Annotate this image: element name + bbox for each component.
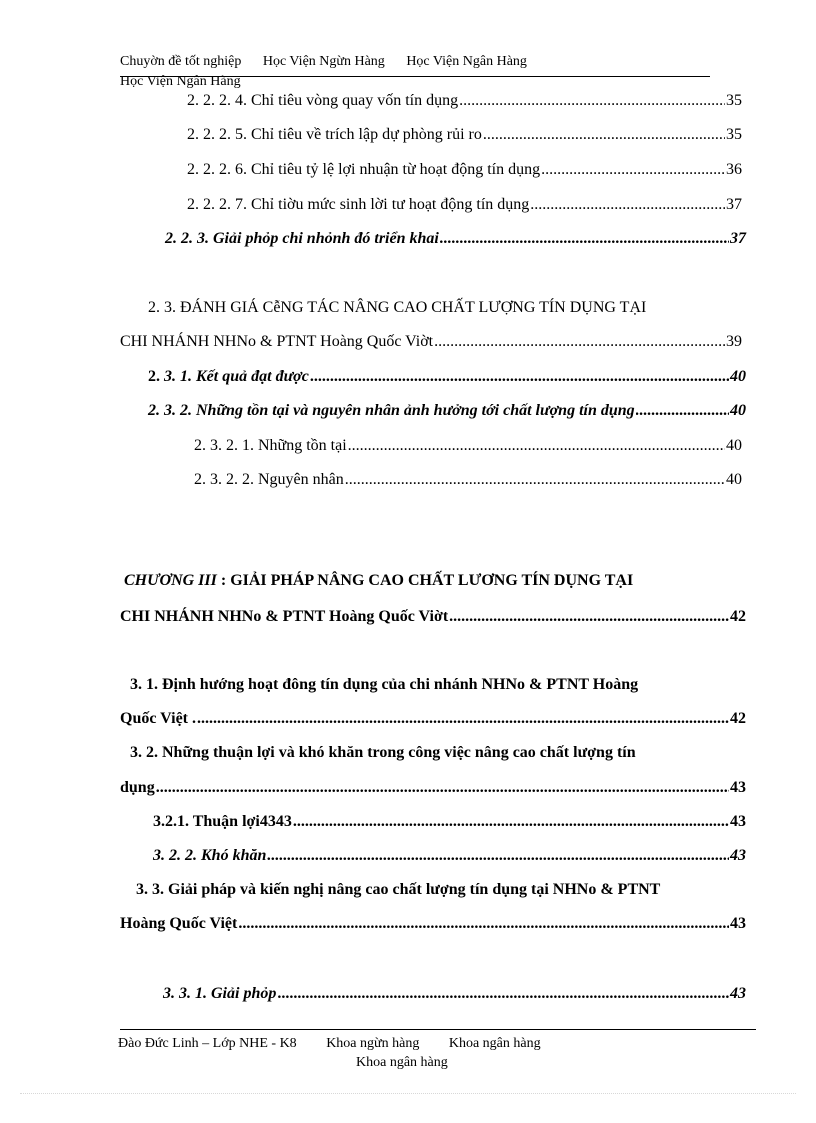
toc-entry [187,196,742,214]
toc-entry-title: Hoàng Quốc Việt [120,915,238,932]
toc-leader [541,161,725,179]
toc-leader [459,92,725,110]
toc-entry [120,710,746,728]
toc-page-number: 40 [726,437,742,454]
chapter-label: CHƯƠNG III [124,572,217,589]
toc-page-number: 43 [730,985,746,1002]
toc-leader [293,813,729,831]
toc-leader [483,126,725,144]
toc-entry-title: 2. 2. 3. Giải phỏp chi nhỏnh đó triển khai [165,230,439,247]
page-header [120,54,545,70]
footer-line-2: Khoa ngân hàng [356,1055,448,1070]
toc-leader [267,847,729,865]
toc-page-number: 35 [726,126,742,143]
toc-entry-title: 3. 3. Giải pháp và kiến nghị nâng cao chất lượng tín dụng tại NHNo & PTNT [136,881,661,898]
page-footer [118,1036,567,1052]
toc-entry [120,608,746,626]
toc-entry-title: 2. 3. 2. 2. Nguyên nhân [194,471,344,488]
toc-page-number: 42 [730,710,746,727]
toc-entry-title: 2. 2. 2. 6. Chỉ tiêu tỷ lệ lợi nhuận từ hoạt động tín dụng [187,161,541,178]
toc-entry [187,161,742,179]
toc-entry-prefix: 2. [148,368,160,385]
toc-entry-title: 2. 3. ĐÁNH GIÁ CễNG TÁC NÂNG CAO CHẤT LƯỢNG TÍN DỤNG TẠI [148,299,647,316]
footer-item: Khoa ngân hàng [448,1036,541,1051]
toc-entry-title: 2. 3. 2. 1. Những tồn tại [194,437,347,454]
toc-leader [434,333,725,351]
toc-page-number: 43 [730,847,746,864]
toc-entry [153,847,746,865]
chapter-heading [124,572,633,590]
page-bottom-border [20,1093,796,1094]
toc-leader [238,915,729,933]
toc-entry [153,813,746,831]
toc-page-number: 40 [726,471,742,488]
toc-page-number: 37 [730,230,746,247]
toc-page-number: 36 [726,161,742,178]
toc-entry-title: CHI NHÁNH NHNo & PTNT Hoàng Quốc Viờt [120,608,449,625]
toc-entry-title: 2. 3. 2. Những tồn tại và nguyên nhân ảnh hưởng tới chất lượng tín dụng [148,402,635,419]
toc-page-number: 40 [730,402,746,419]
toc-leader [277,985,729,1003]
toc-entry-title: 2. 2. 2. 7. Chỉ tiờu mức sinh lời tư hoạt động tín dụng [187,196,530,213]
toc-page-number: 42 [730,608,746,625]
toc-entry [120,915,746,933]
chapter-title: : GIẢI PHÁP NÂNG CAO CHẤT LƯƠNG TÍN DỤNG TẠI [216,572,634,589]
toc-entry-title: 3. 1. Định hướng hoạt đông tín dụng của chi nhánh NHNo & PTNT Hoàng [130,676,639,693]
toc-entry [148,402,746,420]
toc-leader [440,230,729,248]
toc-page-number: 35 [726,92,742,109]
toc-entry [148,368,746,386]
toc-page-number: 43 [730,779,746,796]
footer-rule [120,1029,756,1030]
toc-entry-title: dụng [120,779,155,796]
toc-entry-title: 3. 2. 2. Khó khăn [153,847,267,864]
toc-entry-title: 2. 2. 2. 5. Chỉ tiêu về trích lập dự phòng rủi ro [187,126,482,143]
toc-entry-title: 2. 2. 2. 4. Chỉ tiêu vòng quay vốn tín dụng [187,92,459,109]
toc-entry-title: 3.2.1. Thuận lợi4343 [153,813,292,830]
toc-entry [187,126,742,144]
toc-leader [530,196,725,214]
toc-leader [636,402,729,420]
footer-item: Đào Đức Linh – Lớp NHE - K8 [118,1036,297,1051]
toc-entry [120,779,746,797]
toc-leader [197,710,729,728]
toc-entry-title: 3. 2. Những thuận lợi và khó khăn trong công việc nâng cao chất lượng tín [130,744,636,761]
header-line-2: Học Viện Ngân Hàng [120,74,241,89]
toc-page-number: 37 [726,196,742,213]
toc-page-number: 40 [730,368,746,385]
toc-leader [310,368,729,386]
toc-entry [163,985,746,1003]
toc-entry [194,471,742,489]
toc-entry-title: Quốc Việt . [120,710,196,727]
toc-entry [165,230,746,248]
toc-page-number: 43 [730,915,746,932]
toc-entry-title: CHI NHÁNH NHNo & PTNT Hoàng Quốc Viờt [120,333,434,350]
header-item: Học Viện Ngừn Hàng [262,54,385,69]
toc-leader [156,779,729,797]
toc-page-number: 39 [726,333,742,350]
toc-entry-title: 3. 3. 1. Giải phỏp [163,985,277,1002]
toc-entry-title: 3. 1. Kết quả đạt được [160,368,309,385]
footer-item: Khoa ngừn hàng [326,1036,420,1051]
header-item: Chuyờn đề tốt nghiệp [120,54,242,69]
toc-leader [348,437,725,455]
toc-page-number: 43 [730,813,746,830]
toc-entry [187,92,742,110]
toc-entry [194,437,742,455]
toc-entry [120,333,742,351]
toc-leader [449,608,729,626]
header-item: Học Viện Ngân Hàng [406,54,527,69]
toc-leader [345,471,725,489]
